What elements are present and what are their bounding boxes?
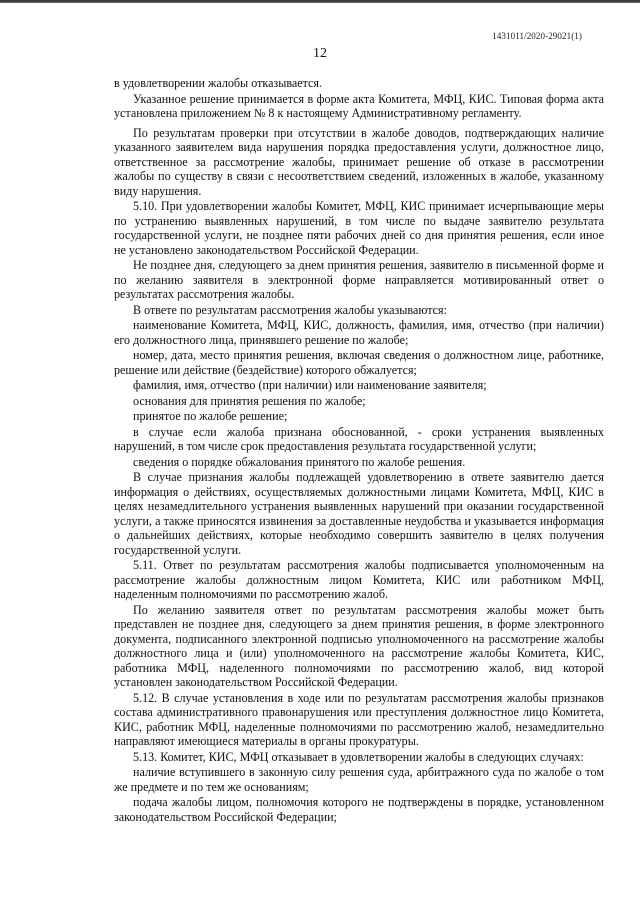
list-item: номер, дата, место принятия решения, включая сведения о должностном лице, работнике, решение или действие (бездействие) которого обжалуется; (114, 348, 604, 377)
document-body (114, 76, 604, 825)
top-border-line (0, 0, 640, 3)
paragraph: 5.13. Комитет, КИС, МФЦ отказывает в удовлетворении жалобы в следующих случаях: (133, 749, 584, 764)
list-item: фамилия, имя, отчество (при наличии) или наименование заявителя; (133, 378, 487, 392)
paragraph: 5.10. При удовлетворении жалобы Комитет, МФЦ, КИС принимает исчерпывающие меры по устранению выявленных нарушений, в том числе по выдаче заявителю результата государственной услуги, не позднее пяти рабочих дней со дня принятия решения, если иное не установлено законодательством Российской Федерации. (114, 199, 604, 257)
paragraph: в удовлетворении жалобы отказывается. (114, 76, 323, 90)
paragraph: По желанию заявителя ответ по результатам рассмотрения жалобы может быть представлен не позднее дня, следующего за днем принятия решения, в форме электронного документа, подписанного электронной подписью уполномоченного на рассмотрение жалобы должностного лица и (или) уполномоченного на рассмотрение жалобы Комитета, КИС, работника МФЦ, наделенного полномочиями по рассмотрению жалоб, вид которой установлен законодательством Российской Федерации. (114, 602, 604, 689)
page-number: 12 (313, 46, 327, 61)
list-item: наличие вступившего в законную силу решения суда, арбитражного суда по жалобе о том же предмете и по тем же основаниям; (114, 765, 604, 794)
paragraph: Указанное решение принимается в форме акта Комитета, МФЦ, КИС. Типовая форма акта установлена приложением № 8 к настоящему Административному регламенту. (114, 91, 604, 120)
paragraph: В ответе по результатам рассмотрения жалобы указываются: (133, 302, 447, 317)
paragraph: Не позднее дня, следующего за днем принятия решения, заявителю в письменной форме и по желанию заявителя в электронной форме направляется мотивированный ответ о результатах рассмотрения жалобы. (114, 258, 604, 301)
paragraph: По результатам проверки при отсутствии в жалобе доводов, подтверждающих наличие указанного заявителем вида нарушения порядка предоставления услуги, должностное лицо, ответственное за рассмотрение жалобы, принимает решение об отказе в рассмотрении жалобы по существу в связи с несоответствием сведений, изложенных в жалобе, указанному виду нарушения. (114, 125, 604, 198)
document-number: 1431011/2020-29021(1) (492, 31, 582, 41)
list-item: наименование Комитета, МФЦ, КИС, должность, фамилия, имя, отчество (при наличии) его должностного лица, принявшего решение по жалобе; (114, 318, 604, 347)
paragraph: 5.12. В случае установления в ходе или по результатам рассмотрения жалобы признаков состава административного правонарушения или преступления должностное лицо Комитета, КИС, работник МФЦ, наделенные полномочиями по рассмотрению жалоб, незамедлительно направляют имеющиеся материалы в органы прокуратуры. (114, 690, 604, 748)
list-item: подача жалобы лицом, полномочия которого не подтверждены в порядке, установленном законодательством Российской Федерации; (114, 795, 604, 824)
list-item: сведения о порядке обжалования принятого по жалобе решения. (133, 454, 466, 469)
paragraph: 5.11. Ответ по результатам рассмотрения жалобы подписывается уполномоченным на рассмотрение жалобы должностным лицом Комитета, КИС или работником МФЦ, наделенным полномочиями по рассмотрению жалоб. (114, 558, 604, 601)
list-item: в случае если жалоба признана обоснованной, - сроки устранения выявленных нарушений, в том числе срок предоставления результата государственной услуги; (114, 424, 604, 453)
list-item: основания для принятия решения по жалобе; (133, 393, 366, 408)
list-item: принятое по жалобе решение; (133, 409, 288, 423)
paragraph: В случае признания жалобы подлежащей удовлетворению в ответе заявителю дается информация о действиях, осуществляемых должностными лицами Комитета, МФЦ, КИС в целях незамедлительного устранения выявленных нарушений при оказании государственной услуги, а также приносятся извинения за доставленные неудобства и указывается информация о дальнейших действиях, которые необходимо совершить заявителю в целях получения государственной услуги. (114, 470, 604, 557)
